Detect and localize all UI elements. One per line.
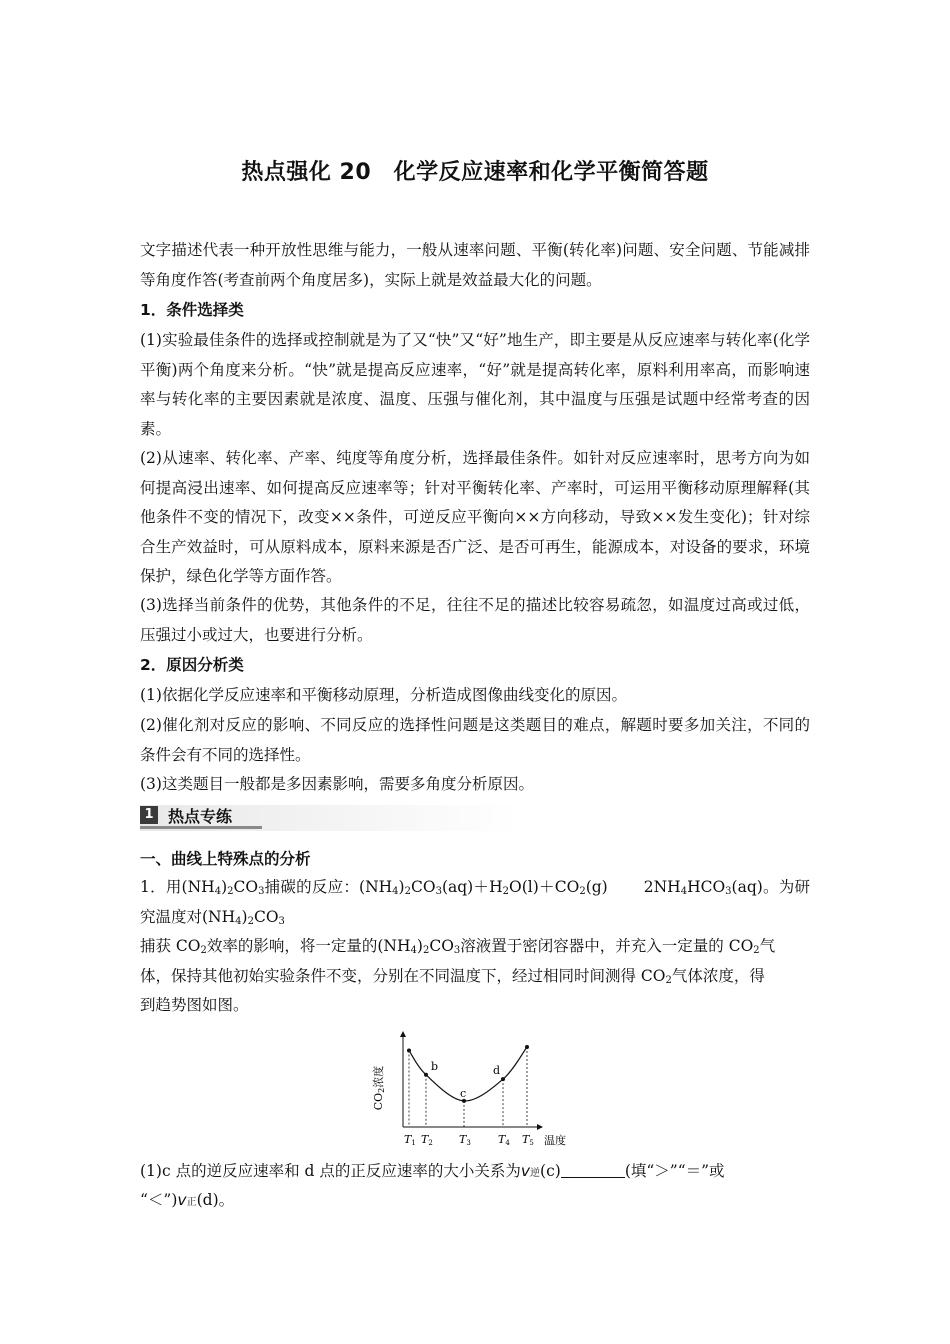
banner-badge: 1 xyxy=(140,806,158,824)
part-heading: 一、曲线上特殊点的分析 xyxy=(140,850,311,868)
question-1-line-4: 体，保持其他初始实验条件不变，分别在不同温度下，经过相同时间测得 $CO_2$气体浓度，得 xyxy=(140,967,765,986)
section-heading-cause: 2．原因分析类 xyxy=(140,656,244,674)
x-axis-label: 温度 xyxy=(544,1134,566,1147)
x-tick-label: T3 xyxy=(459,1133,471,1147)
x-tick-label: T1 xyxy=(404,1133,416,1147)
intro-paragraph: 文字描述代表一种开放性思维与能力，一般从速率问题、平衡(转化率)问题、安全问题、节能减排等角度作答(考查前两个角度居多)，实际上就是效益最大化的问题。 xyxy=(140,241,810,289)
point-label: c xyxy=(460,1086,467,1100)
question-1-line-3: 捕获 $CO_2$效率的影响，将一定量的$(NH_4)_2CO_3$溶液置于密闭容器中，并充入一定量的 $CO_2$气 xyxy=(140,937,776,956)
answer-blank[interactable] xyxy=(561,1163,625,1178)
sub-question-1-line-2: “＜”)v正(d)。 xyxy=(140,1191,235,1209)
cause-paragraph-2: (2)催化剂对反应的影响、不同反应的选择性问题是这类题目的难点，解题时要多加关注，不同的条件会有不同的选择性。 xyxy=(140,716,810,764)
question-1: 1．用$(NH_4)_2CO_3$捕碳的反应：$(NH_4)_2CO_3(aq)+H_2O(l)+CO_2(g)$ $2NH_4HCO_3(aq)$。为研究温度对$(NH_4)_2CO_3$ xyxy=(140,878,810,927)
condition-paragraph-2: (2)从速率、转化率、产率、纯度等角度分析，选择最佳条件。如针对反应速率时，思考方向为如何提高浸出速率、如何提高反应速率等；针对平衡转化率、产率时，可运用平衡移动原理解释(其他条件不变的情况下，改变××条件，可逆反应平衡向××方向移动，导致××发生变化)；针对综合生产效益时，可从原料成本，原料来源是否广泛、是否可再生，能源成本，对设备的要求，环境保护，绿色化学等方面作答。 xyxy=(140,449,810,585)
y-axis-label: CO2浓度 xyxy=(372,1065,386,1111)
point-label: d xyxy=(493,1064,501,1078)
x-tick-label: T4 xyxy=(498,1133,510,1147)
data-point xyxy=(424,1073,428,1077)
cause-paragraph-1: (1)依据化学反应速率和平衡移动原理，分析造成图像曲线变化的原因。 xyxy=(140,686,627,704)
page-title: 热点强化 20 化学反应速率和化学平衡简答题 xyxy=(241,160,709,185)
point-label: b xyxy=(431,1059,439,1073)
section-heading-condition: 1．条件选择类 xyxy=(140,301,244,319)
data-point xyxy=(525,1045,529,1049)
banner-label: 热点专练 xyxy=(168,807,233,826)
sub-question-1: (1)c 点的逆反应速率和 d 点的正反应速率的大小关系为v逆(c) (填“＞”“＝”或 xyxy=(140,1162,725,1180)
x-tick-label: T2 xyxy=(421,1133,433,1147)
question-1-line-5: 到趋势图如图。 xyxy=(140,996,249,1014)
cause-paragraph-3: (3)这类题目一般都是多因素影响，需要多角度分析原因。 xyxy=(140,775,534,793)
data-point xyxy=(501,1077,505,1081)
co2-concentration-chart xyxy=(370,1028,580,1150)
condition-paragraph-3: (3)选择当前条件的优势，其他条件的不足，往往不足的描述比较容易疏忽，如温度过高或过低，压强过小或过大，也要进行分析。 xyxy=(140,596,810,644)
condition-paragraph-1: (1)实验最佳条件的选择或控制就是为了又“快”又“好”地生产，即主要是从反应速率与转化率(化学平衡)两个角度来分析。“快”就是提高反应速率，“好”就是提高转化率，原料利用率高，而影响速率与转化率的主要因素就是浓度、温度、压强与催化剂，其中温度与压强是试题中经常考查的因素。 xyxy=(140,331,810,438)
x-tick-label: T5 xyxy=(522,1133,534,1147)
data-point xyxy=(407,1048,411,1052)
